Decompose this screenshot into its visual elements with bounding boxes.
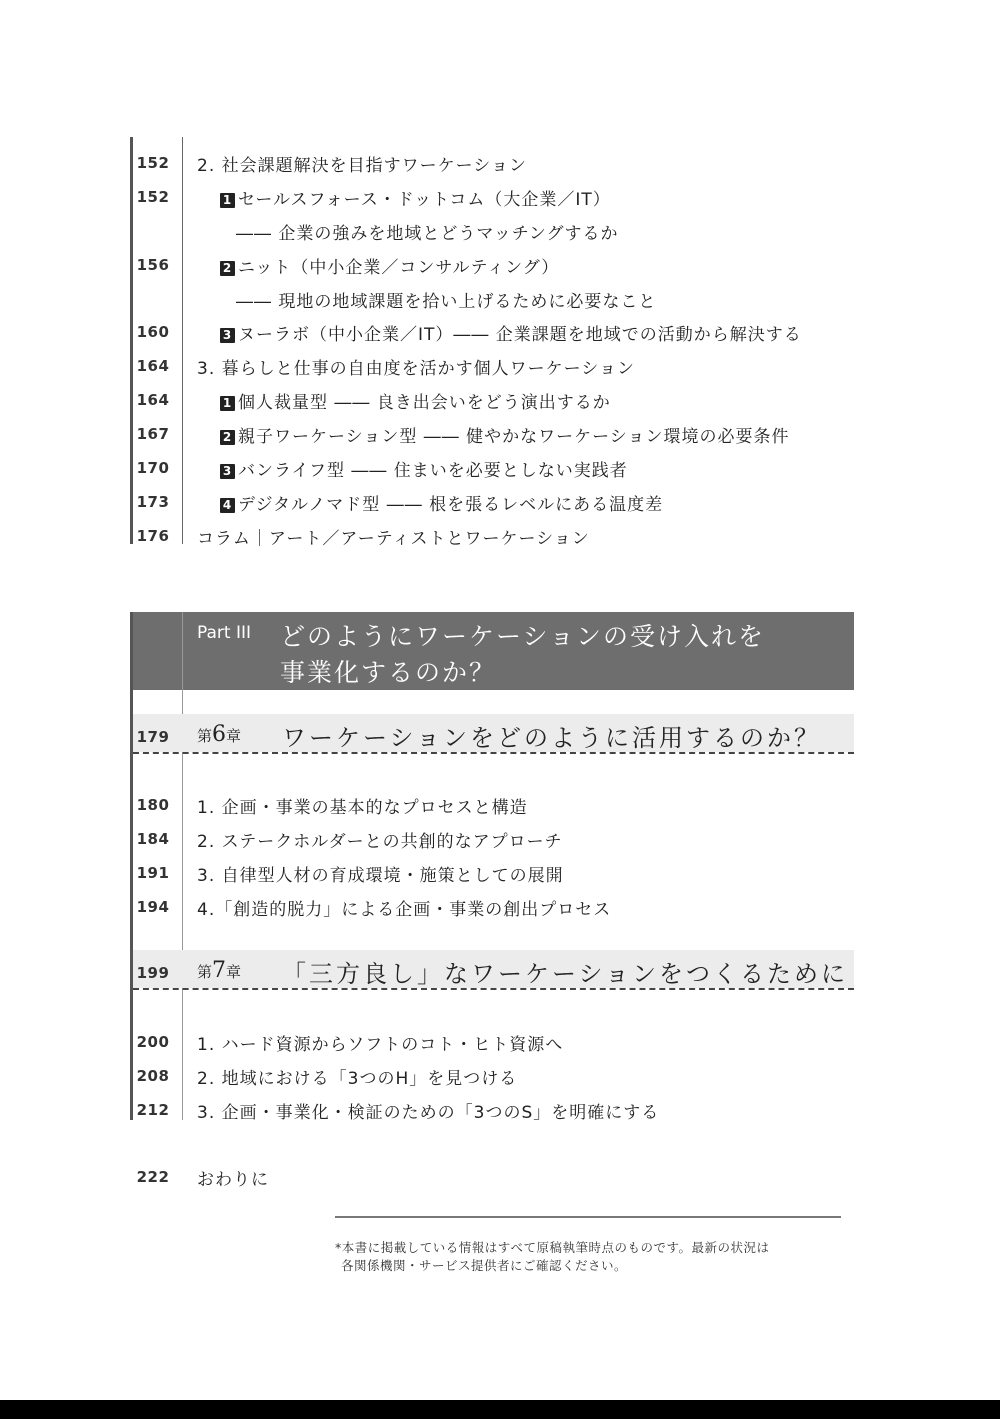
- number-badge: 3: [220, 328, 235, 343]
- number-badge: 4: [220, 498, 235, 513]
- toc-page-number: 176: [136, 527, 170, 545]
- toc-page-number: 164: [136, 357, 170, 375]
- toc-entry-text: 親子ワーケーション型 ―― 健やかなワーケーション環境の必要条件: [238, 427, 790, 447]
- toc-entry[interactable]: 2. 社会課題解決を目指すワーケーション: [197, 156, 527, 176]
- footer-bar: [0, 1400, 1000, 1419]
- part-divider: [182, 612, 183, 1120]
- toc-page-number: 173: [136, 493, 170, 511]
- toc-subtitle: ―― 企業の強みを地域とどうマッチングするか: [236, 224, 619, 244]
- toc-entry[interactable]: 4.「創造的脱力」による企画・事業の創出プロセス: [197, 900, 612, 920]
- toc-entry-text: セールスフォース・ドットコム（大企業／IT）: [238, 190, 611, 210]
- note-line: 各関係機関・サービス提供者にご確認ください。: [341, 1258, 628, 1273]
- toc-entry[interactable]: 2. 地域における「3つのH」を見つける: [197, 1069, 518, 1089]
- toc-entry[interactable]: [220, 422, 789, 447]
- toc-page-number: 160: [136, 323, 170, 341]
- section1-divider: [182, 137, 183, 544]
- toc-subtitle: ―― 現地の地域課題を拾い上げるために必要なこと: [236, 292, 657, 312]
- toc-entry[interactable]: [220, 320, 802, 345]
- toc-page-number: 180: [136, 796, 170, 814]
- toc-entry-text: 個人裁量型 ―― 良き出会いをどう演出するか: [238, 393, 611, 413]
- chapter-page-number: 199: [136, 964, 170, 982]
- chapter-label: 第6章: [197, 722, 242, 747]
- toc-page-number: 194: [136, 898, 170, 916]
- toc-page-number: 156: [136, 256, 170, 274]
- number-badge: 3: [220, 464, 235, 479]
- toc-entry[interactable]: 2. ステークホルダーとの共創的なアプローチ: [197, 832, 563, 852]
- toc-entry[interactable]: [220, 185, 611, 210]
- toc-entry-text: ヌーラボ（中小企業／IT）―― 企業課題を地域での活動から解決する: [238, 325, 802, 345]
- chapter-title[interactable]: ワーケーションをどのように活用するのか？: [282, 724, 822, 752]
- chapter-title[interactable]: 「三方良し」なワーケーションをつくるために: [282, 960, 849, 988]
- chapter-label: 第7章: [197, 958, 242, 983]
- note-line: *本書に掲載している情報はすべて原稿執筆時点のものです。最新の状況は: [335, 1240, 770, 1255]
- toc-entry[interactable]: コラム｜アート／アーティストとワーケーション: [197, 529, 590, 549]
- part-title-line1: どのようにワーケーションの受け入れを: [280, 622, 766, 651]
- toc-entry[interactable]: [220, 388, 611, 413]
- toc-page-number: 167: [136, 425, 170, 443]
- part-label: Part III: [197, 623, 252, 643]
- number-badge: 2: [220, 261, 235, 276]
- toc-page-number: 152: [136, 154, 170, 172]
- part-title-line2: 事業化するのか？: [280, 658, 497, 687]
- chapter-page-number: 179: [136, 728, 170, 746]
- toc-entry[interactable]: [220, 456, 628, 481]
- number-badge: 1: [220, 396, 235, 411]
- toc-page-number: 222: [136, 1168, 170, 1186]
- toc-page-number: 200: [136, 1033, 170, 1051]
- toc-entry[interactable]: [220, 490, 663, 515]
- toc-entry-text: デジタルノマド型 ―― 根を張るレベルにある温度差: [238, 495, 664, 515]
- toc-entry-text: バンライフ型 ―― 住まいを必要としない実践者: [238, 461, 628, 481]
- toc-entry[interactable]: 1. ハード資源からソフトのコト・ヒト資源へ: [197, 1035, 564, 1055]
- toc-page-number: 191: [136, 864, 170, 882]
- toc-entry[interactable]: 3. 自律型人材の育成環境・施策としての展開: [197, 866, 564, 886]
- number-badge: 1: [220, 193, 235, 208]
- toc-entry[interactable]: 3. 企画・事業化・検証のための「3つのS」を明確にする: [197, 1103, 660, 1123]
- toc-page-number: 170: [136, 459, 170, 477]
- note-rule: [335, 1216, 841, 1218]
- toc-entry-closing[interactable]: おわりに: [197, 1170, 269, 1190]
- toc-entry[interactable]: [220, 253, 559, 278]
- toc-entry[interactable]: 1. 企画・事業の基本的なプロセスと構造: [197, 798, 528, 818]
- toc-page-number: 208: [136, 1067, 170, 1085]
- toc-page-number: 164: [136, 391, 170, 409]
- number-badge: 2: [220, 430, 235, 445]
- toc-entry[interactable]: 3. 暮らしと仕事の自由度を活かす個人ワーケーション: [197, 359, 635, 379]
- toc-page-number: 184: [136, 830, 170, 848]
- toc-entry-text: ニット（中小企業／コンサルティング）: [238, 258, 560, 278]
- toc-page-number: 212: [136, 1101, 170, 1119]
- toc-page-number: 152: [136, 188, 170, 206]
